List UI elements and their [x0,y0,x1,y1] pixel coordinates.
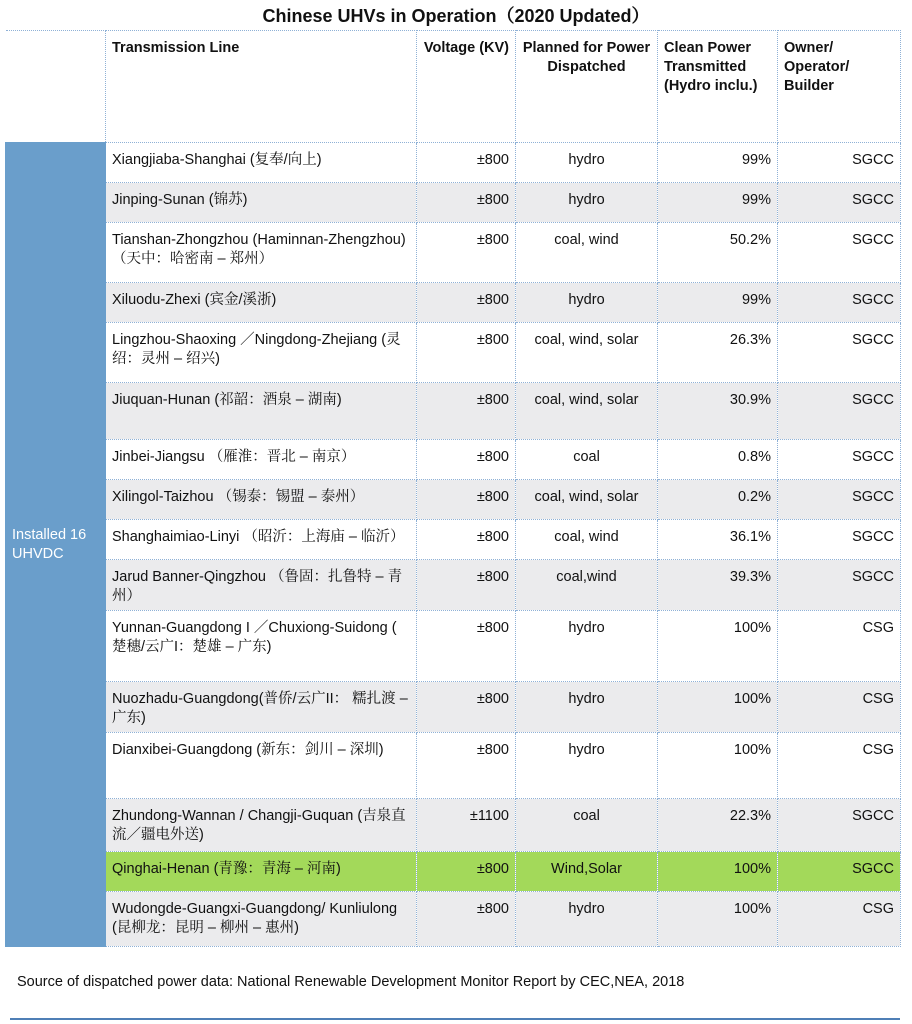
cell-voltage [417,611,516,682]
cell-voltage-text: ±800 [476,489,509,505]
cell-voltage [417,383,516,440]
cell-transmission-line [106,143,417,183]
header-planned: Planned for Power Dispatched [516,31,658,143]
cell-owner-text: SGCC [852,232,894,248]
cell-clean-power-text: 0.2% [737,489,771,505]
cell-transmission-line-text: Zhundong-Wannan / Changji-Guquan (吉泉直流／疆电外送) [112,808,406,843]
cell-transmission-line-text: Shanghaimiao-Linyi （昭沂：上海庙 – 临沂） [112,529,405,545]
cell-owner-text: SGCC [852,449,894,465]
cell-transmission-line [106,892,417,947]
cell-voltage [417,480,516,520]
table-row [6,383,901,440]
cell-planned-text: hydro [568,901,605,917]
cell-clean-power [658,440,778,480]
cell-transmission-line [106,283,417,323]
cell-transmission-line [106,799,417,852]
cell-transmission-line-text: Jinbei-Jiangsu （雁淮：晋北 – 南京） [112,449,356,465]
cell-owner-text: SGCC [852,192,894,208]
cell-owner-text: CSG [862,691,894,707]
cell-voltage [417,560,516,611]
cell-voltage-text: ±800 [476,192,509,208]
cell-voltage-text: ±800 [476,569,509,585]
table-row [6,323,901,383]
table-row [6,183,901,223]
cell-clean-power-text: 36.1% [729,529,771,545]
cell-voltage [417,682,516,733]
table-row [6,611,901,682]
cell-transmission-line [106,383,417,440]
cell-clean-power [658,480,778,520]
cell-voltage-text: ±800 [476,620,509,636]
header-row [6,31,901,143]
cell-owner [778,892,901,947]
cell-transmission-line [106,183,417,223]
cell-owner-text: CSG [862,901,894,917]
cell-clean-power [658,323,778,383]
cell-transmission-line-text: Tianshan-Zhongzhou (Haminnan-Zhengzhou) （天中：哈密南 – 郑州） [112,232,406,267]
cell-transmission-line-text: Qinghai-Henan (青豫：青海 – 河南) [112,861,341,877]
cell-clean-power [658,852,778,892]
cell-clean-power-text: 26.3% [729,332,771,348]
cell-planned-text: coal [573,808,600,824]
cell-clean-power-text: 100% [733,691,771,707]
cell-planned [516,440,658,480]
cell-transmission-line [106,852,417,892]
cell-voltage [417,143,516,183]
cell-clean-power-text: 99% [741,152,771,168]
cell-voltage-text: ±800 [476,292,509,308]
table-row [6,799,901,852]
cell-planned-text: coal, wind [554,232,619,248]
cell-transmission-line-text: Xilingol-Taizhou （锡泰：锡盟 – 泰州） [112,489,365,505]
cell-owner-text: SGCC [852,808,894,824]
cell-clean-power [658,283,778,323]
cell-clean-power [658,682,778,733]
header-transmission-line: Transmission Line [106,31,417,143]
source-note: Source of dispatched power data: National Renewable Development Monitor Report by CEC,NEA, 2018 [17,974,685,990]
cell-transmission-line-text: Xiluodu-Zhexi (宾金/溪浙) [112,292,277,308]
cell-clean-power [658,183,778,223]
cell-transmission-line [106,560,417,611]
cell-owner-text: SGCC [852,392,894,408]
cell-owner-text: SGCC [852,489,894,505]
cell-owner [778,799,901,852]
cell-owner-text: SGCC [852,529,894,545]
cell-owner-text: SGCC [852,332,894,348]
cell-clean-power [658,892,778,947]
cell-planned-text: hydro [568,152,605,168]
cell-planned-text: coal, wind, solar [534,392,639,408]
cell-voltage [417,183,516,223]
cell-transmission-line-text: Dianxibei-Guangdong (新东：剑川 – 深圳) [112,742,384,758]
cell-voltage-text: ±800 [476,742,509,758]
cell-owner [778,480,901,520]
cell-transmission-line-text: Nuozhadu-Guangdong(普侨/云广II： 糯扎渡 – 广东) [112,691,408,726]
cell-planned [516,323,658,383]
cell-clean-power [658,383,778,440]
cell-owner [778,852,901,892]
cell-transmission-line-text: Xiangjiaba-Shanghai (复奉/向上) [112,152,322,168]
cell-planned [516,383,658,440]
table-row [6,560,901,611]
table-row [6,143,901,183]
cell-clean-power [658,223,778,283]
cell-planned [516,799,658,852]
group-label: Installed 16 UHVDC [6,143,106,947]
uhv-table [5,30,901,947]
cell-transmission-line-text: Lingzhou-Shaoxing ／Ningdong-Zhejiang (灵绍：灵州 – 绍兴) [112,332,401,367]
cell-owner [778,143,901,183]
cell-transmission-line [106,440,417,480]
cell-clean-power [658,733,778,799]
cell-transmission-line [106,480,417,520]
cell-planned [516,852,658,892]
cell-planned [516,183,658,223]
header-voltage: Voltage (KV) [417,31,516,143]
cell-clean-power-text: 99% [741,192,771,208]
cell-clean-power-text: 50.2% [729,232,771,248]
cell-clean-power-text: 100% [733,861,771,877]
cell-transmission-line [106,323,417,383]
cell-planned [516,892,658,947]
cell-owner [778,560,901,611]
cell-planned [516,682,658,733]
cell-voltage [417,323,516,383]
cell-owner [778,520,901,560]
cell-planned-text: Wind,Solar [551,861,622,877]
cell-planned [516,283,658,323]
cell-voltage-text: ±1100 [469,808,509,824]
cell-planned-text: coal, wind, solar [534,489,639,505]
cell-clean-power-text: 99% [741,292,771,308]
header-owner: Owner/ Operator/ Builder [778,31,901,143]
table-row [6,682,901,733]
cell-owner [778,682,901,733]
cell-clean-power-text: 39.3% [729,569,771,585]
cell-owner [778,283,901,323]
cell-voltage-text: ±800 [476,449,509,465]
cell-owner-text: CSG [862,742,894,758]
cell-planned [516,560,658,611]
cell-voltage [417,852,516,892]
cell-voltage [417,733,516,799]
cell-voltage-text: ±800 [476,691,509,707]
table-row [6,440,901,480]
cell-transmission-line-text: Jiuquan-Hunan (祁韶：酒泉 – 湖南) [112,392,342,408]
page-title: Chinese UHVs in Operation（2020 Updated） [262,6,650,26]
cell-transmission-line [106,611,417,682]
cell-planned-text: hydro [568,292,605,308]
cell-planned [516,143,658,183]
cell-planned-text: hydro [568,620,605,636]
cell-planned [516,480,658,520]
cell-owner-text: SGCC [852,152,894,168]
cell-voltage-text: ±800 [476,392,509,408]
cell-clean-power [658,799,778,852]
cell-clean-power-text: 100% [733,742,771,758]
cell-planned [516,223,658,283]
cell-transmission-line [106,682,417,733]
table-row [6,223,901,283]
cell-clean-power-text: 100% [733,620,771,636]
cell-planned [516,520,658,560]
header-clean-power: Clean Power Transmitted (Hydro inclu.) [658,31,778,143]
cell-planned [516,611,658,682]
cell-owner [778,183,901,223]
cell-planned-text: hydro [568,691,605,707]
cell-clean-power [658,560,778,611]
cell-transmission-line-text: Jarud Banner-Qingzhou （鲁固：扎鲁特 – 青州） [112,569,403,604]
cell-clean-power-text: 100% [733,901,771,917]
cell-transmission-line-text: Jinping-Sunan (锦苏) [112,192,248,208]
cell-voltage [417,283,516,323]
cell-voltage-text: ±800 [476,232,509,248]
cell-planned-text: coal, wind, solar [534,332,639,348]
cell-owner [778,440,901,480]
cell-owner [778,223,901,283]
table-row [6,283,901,323]
table-row [6,480,901,520]
cell-planned-text: hydro [568,742,605,758]
cell-owner [778,611,901,682]
cell-voltage-text: ±800 [476,861,509,877]
cell-voltage [417,223,516,283]
cell-voltage [417,892,516,947]
cell-voltage-text: ±800 [476,901,509,917]
cell-voltage-text: ±800 [476,332,509,348]
cell-clean-power-text: 30.9% [729,392,771,408]
bottom-rule [10,1018,900,1020]
cell-owner-text: SGCC [852,861,894,877]
cell-transmission-line [106,733,417,799]
header-blank [6,31,106,143]
table-row [6,520,901,560]
cell-owner-text: SGCC [852,292,894,308]
table-row [6,733,901,799]
cell-transmission-line-text: Yunnan-Guangdong I ／Chuxiong-Suidong ( 楚穗/云广I：楚雄 – 广东) [112,620,397,655]
cell-clean-power [658,143,778,183]
table-row [6,852,901,892]
cell-planned-text: coal, wind [554,529,619,545]
cell-voltage [417,520,516,560]
cell-transmission-line [106,223,417,283]
cell-clean-power [658,520,778,560]
cell-owner-text: SGCC [852,569,894,585]
cell-planned [516,733,658,799]
cell-transmission-line [106,520,417,560]
cell-voltage-text: ±800 [476,529,509,545]
cell-owner [778,323,901,383]
table-row [6,892,901,947]
cell-planned-text: hydro [568,192,605,208]
cell-owner [778,733,901,799]
cell-owner-text: CSG [862,620,894,636]
cell-planned-text: coal [573,449,600,465]
cell-clean-power-text: 0.8% [737,449,771,465]
cell-planned-text: coal,wind [556,569,617,585]
cell-clean-power-text: 22.3% [729,808,771,824]
cell-voltage-text: ±800 [476,152,509,168]
cell-transmission-line-text: Wudongde-Guangxi-Guangdong/ Kunliulong (昆柳龙：昆明 – 柳州 – 惠州) [112,901,398,936]
cell-voltage [417,799,516,852]
cell-clean-power [658,611,778,682]
cell-voltage [417,440,516,480]
cell-owner [778,383,901,440]
